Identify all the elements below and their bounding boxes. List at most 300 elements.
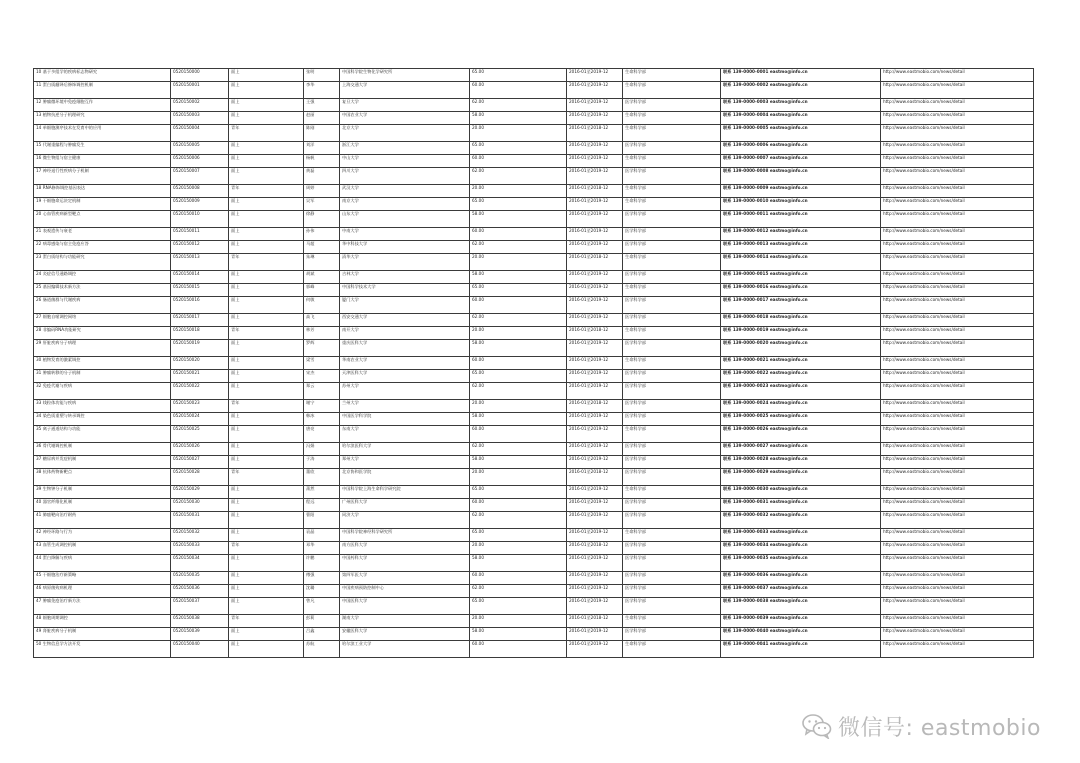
- cell-period: 2016-01至2019-12: [567, 82, 623, 99]
- cell-type: 面上: [229, 443, 304, 456]
- cell-org: 中国农业大学: [340, 112, 470, 125]
- cell-org: 清华大学: [340, 254, 470, 271]
- cell-url[interactable]: http://www.eastmobio.com/news/detail: [881, 615, 1034, 628]
- cell-url[interactable]: http://www.eastmobio.com/news/detail: [881, 641, 1034, 658]
- cell-type: 面上: [229, 598, 304, 615]
- cell-type: 面上: [229, 241, 304, 254]
- cell-url[interactable]: http://www.eastmobio.com/news/detail: [881, 254, 1034, 271]
- cell-dept: 生命科学部: [623, 426, 721, 443]
- cell-code: 0520150025: [171, 426, 229, 443]
- table-row: [34, 456, 1034, 469]
- cell-type: 青年: [229, 469, 304, 486]
- cell-url[interactable]: http://www.eastmobio.com/news/detail: [881, 297, 1034, 314]
- cell-code: 0520150005: [171, 142, 229, 155]
- cell-code: 0520150000: [171, 69, 229, 82]
- wechat-icon: [802, 713, 832, 739]
- cell-url[interactable]: http://www.eastmobio.com/news/detail: [881, 82, 1034, 99]
- table-row: [34, 297, 1034, 314]
- cell-contact: 联系 139-0000-0026 eastmo@info.cn: [721, 426, 881, 443]
- cell-title-text: 非编码RNA功能研究: [42, 327, 81, 332]
- cell-code: 0520150030: [171, 499, 229, 512]
- cell-url[interactable]: http://www.eastmobio.com/news/detail: [881, 512, 1034, 529]
- cell-url[interactable]: http://www.eastmobio.com/news/detail: [881, 125, 1034, 142]
- cell-org: 华中科技大学: [340, 241, 470, 254]
- cell-name: 韩冰: [304, 413, 340, 426]
- cell-dept: 医学科学部: [623, 469, 721, 486]
- cell-code: 0520150020: [171, 357, 229, 370]
- cell-code: 0520150011: [171, 228, 229, 241]
- cell-period: 2016-01至2018-12: [567, 185, 623, 198]
- cell-title: [34, 512, 171, 529]
- cell-row-number: 13: [36, 112, 42, 117]
- cell-contact: 联系 139-0000-0029 eastmo@info.cn: [721, 469, 881, 486]
- cell-code: 0520150034: [171, 555, 229, 572]
- cell-row-number: 27: [36, 314, 42, 319]
- cell-name: 于涛: [304, 456, 340, 469]
- cell-url[interactable]: http://www.eastmobio.com/news/detail: [881, 284, 1034, 297]
- cell-url[interactable]: http://www.eastmobio.com/news/detail: [881, 383, 1034, 400]
- cell-url[interactable]: http://www.eastmobio.com/news/detail: [881, 271, 1034, 284]
- cell-dept: 医学科学部: [623, 340, 721, 357]
- cell-code: 0520150031: [171, 512, 229, 529]
- cell-type: 面上: [229, 370, 304, 383]
- cell-title: [34, 370, 171, 383]
- cell-amount: 60.00: [470, 155, 567, 168]
- cell-dept: 生命科学部: [623, 254, 721, 271]
- cell-name: 曾凡: [304, 598, 340, 615]
- cell-type: 面上: [229, 413, 304, 426]
- cell-type: 面上: [229, 572, 304, 585]
- cell-period: 2016-01至2019-12: [567, 598, 623, 615]
- cell-row-number: 16: [36, 155, 42, 160]
- cell-amount: 20.00: [470, 125, 567, 142]
- cell-contact: 联系 139-0000-0027 eastmo@info.cn: [721, 443, 881, 456]
- cell-title-text: 蛋白质翻译后修饰调控机制: [42, 82, 93, 87]
- cell-row-number: 19: [36, 198, 42, 203]
- cell-org: 中南大学: [340, 228, 470, 241]
- cell-org: 重庆医科大学: [340, 340, 470, 357]
- cell-type: 面上: [229, 142, 304, 155]
- cell-title: [34, 486, 171, 499]
- cell-type: 面上: [229, 314, 304, 327]
- cell-dept: 医学科学部: [623, 142, 721, 155]
- cell-contact: 联系 139-0000-0010 eastmo@info.cn: [721, 198, 881, 211]
- cell-name: 胡斌: [304, 271, 340, 284]
- cell-url[interactable]: http://www.eastmobio.com/news/detail: [881, 400, 1034, 413]
- cell-contact: 联系 139-0000-0024 eastmo@info.cn: [721, 400, 881, 413]
- cell-title: [34, 572, 171, 585]
- table-row: [34, 572, 1034, 585]
- cell-name: 唐亮: [304, 426, 340, 443]
- cell-title: [34, 413, 171, 426]
- cell-dept: 医学科学部: [623, 271, 721, 284]
- cell-org: 兰州大学: [340, 400, 470, 413]
- cell-amount: 62.00: [470, 512, 567, 529]
- cell-dept: 生命科学部: [623, 198, 721, 211]
- cell-name: 孙伟: [304, 228, 340, 241]
- cell-org: 中国疾病预防控制中心: [340, 585, 470, 598]
- cell-name: 曹阳: [304, 512, 340, 529]
- cell-title-text: 细胞周期调控: [42, 615, 68, 620]
- cell-url[interactable]: http://www.eastmobio.com/news/detail: [881, 469, 1034, 486]
- cell-amount: 62.00: [470, 443, 567, 456]
- cell-period: 2016-01至2019-12: [567, 641, 623, 658]
- cell-type: 青年: [229, 615, 304, 628]
- cell-amount: 20.00: [470, 254, 567, 271]
- cell-period: 2016-01至2019-12: [567, 357, 623, 370]
- cell-period: 2016-01至2019-12: [567, 241, 623, 254]
- cell-amount: 58.00: [470, 271, 567, 284]
- cell-period: 2016-01至2018-12: [567, 254, 623, 271]
- cell-period: 2016-01至2018-12: [567, 469, 623, 486]
- table-row: [34, 82, 1034, 99]
- cell-url[interactable]: http://www.eastmobio.com/news/detail: [881, 168, 1034, 185]
- cell-name: 宋杰: [304, 370, 340, 383]
- cell-amount: 62.00: [470, 99, 567, 112]
- cell-contact: 联系 139-0000-0006 eastmo@info.cn: [721, 142, 881, 155]
- cell-period: 2016-01至2019-12: [567, 572, 623, 585]
- cell-type: 面上: [229, 155, 304, 168]
- table-row: [34, 370, 1034, 383]
- cell-org: 四川大学: [340, 168, 470, 185]
- cell-amount: 20.00: [470, 615, 567, 628]
- cell-title: [34, 357, 171, 370]
- table-row: [34, 426, 1034, 443]
- cell-url[interactable]: http://www.eastmobio.com/news/detail: [881, 443, 1034, 456]
- cell-type: 面上: [229, 456, 304, 469]
- cell-title: [34, 327, 171, 340]
- cell-url[interactable]: http://www.eastmobio.com/news/detail: [881, 555, 1034, 572]
- cell-period: 2016-01至2018-12: [567, 615, 623, 628]
- cell-name: 罗辉: [304, 340, 340, 357]
- cell-name: 吴军: [304, 198, 340, 211]
- cell-title: [34, 542, 171, 555]
- cell-period: 2016-01至2019-12: [567, 555, 623, 572]
- cell-org: 武汉大学: [340, 185, 470, 198]
- cell-code: 0520150010: [171, 211, 229, 228]
- cell-period: 2016-01至2019-12: [567, 499, 623, 512]
- cell-row-number: 49: [36, 628, 42, 633]
- cell-dept: 生命科学部: [623, 357, 721, 370]
- cell-contact: 联系 139-0000-0038 eastmo@info.cn: [721, 598, 881, 615]
- cell-url[interactable]: http://www.eastmobio.com/news/detail: [881, 99, 1034, 112]
- cell-org: 浙江大学: [340, 142, 470, 155]
- cell-type: 面上: [229, 228, 304, 241]
- cell-title-text: 心血管疾病新型靶点: [42, 211, 81, 216]
- cell-amount: 62.00: [470, 241, 567, 254]
- cell-code: 0520150027: [171, 456, 229, 469]
- cell-contact: 联系 139-0000-0011 eastmo@info.cn: [721, 211, 881, 228]
- cell-url[interactable]: http://www.eastmobio.com/news/detail: [881, 327, 1034, 340]
- cell-contact: 联系 139-0000-0002 eastmo@info.cn: [721, 82, 881, 99]
- cell-title-text: 骨代谢调控机制: [42, 443, 73, 448]
- table-row: [34, 228, 1034, 241]
- table-row: [34, 168, 1034, 185]
- cell-contact: 联系 139-0000-0004 eastmo@info.cn: [721, 112, 881, 125]
- cell-amount: 58.00: [470, 413, 567, 426]
- cell-dept: 医学科学部: [623, 512, 721, 529]
- cell-row-number: 36: [36, 443, 42, 448]
- cell-code: 0520150016: [171, 297, 229, 314]
- cell-period: 2016-01至2019-12: [567, 383, 623, 400]
- cell-contact: 联系 139-0000-0013 eastmo@info.cn: [721, 241, 881, 254]
- cell-dept: 生命科学部: [623, 125, 721, 142]
- cell-url[interactable]: http://www.eastmobio.com/news/detail: [881, 456, 1034, 469]
- cell-dept: 生命科学部: [623, 641, 721, 658]
- cell-title-text: 肿瘤免疫治疗新方法: [42, 598, 81, 603]
- cell-type: 面上: [229, 486, 304, 499]
- cell-amount: 58.00: [470, 211, 567, 228]
- cell-org: 吉林大学: [340, 271, 470, 284]
- cell-type: 面上: [229, 198, 304, 211]
- cell-row-number: 28: [36, 327, 42, 332]
- cell-type: 面上: [229, 628, 304, 641]
- cell-title-text: 蛋白质结构与功能研究: [42, 254, 85, 259]
- cell-code: 0520150014: [171, 271, 229, 284]
- cell-type: 面上: [229, 69, 304, 82]
- cell-org: 华南农业大学: [340, 357, 470, 370]
- cell-url[interactable]: http://www.eastmobio.com/news/detail: [881, 211, 1034, 228]
- cell-type: 面上: [229, 357, 304, 370]
- cell-dept: 生命科学部: [623, 82, 721, 99]
- cell-period: 2016-01至2019-12: [567, 413, 623, 426]
- cell-contact: 联系 139-0000-0014 eastmo@info.cn: [721, 254, 881, 271]
- cell-period: 2016-01至2019-12: [567, 426, 623, 443]
- cell-dept: 医学科学部: [623, 211, 721, 228]
- cell-dept: 生命科学部: [623, 327, 721, 340]
- table-row: [34, 598, 1034, 615]
- cell-url[interactable]: http://www.eastmobio.com/news/detail: [881, 112, 1034, 125]
- cell-amount: 20.00: [470, 185, 567, 198]
- cell-code: 0520150022: [171, 383, 229, 400]
- cell-title-text: 离子通道结构与功能: [42, 426, 81, 431]
- cell-dept: 生命科学部: [623, 529, 721, 542]
- cell-row-number: 12: [36, 99, 42, 104]
- cell-contact: 联系 139-0000-0007 eastmo@info.cn: [721, 155, 881, 168]
- cell-url[interactable]: http://www.eastmobio.com/news/detail: [881, 529, 1034, 542]
- cell-row-number: 17: [36, 168, 42, 173]
- cell-dept: 医学科学部: [623, 228, 721, 241]
- cell-url[interactable]: http://www.eastmobio.com/news/detail: [881, 185, 1034, 198]
- table-row: [34, 271, 1034, 284]
- cell-org: 中国科学院上海生命科学研究院: [340, 486, 470, 499]
- cell-code: 0520150021: [171, 370, 229, 383]
- cell-row-number: 32: [36, 383, 42, 388]
- cell-url[interactable]: http://www.eastmobio.com/news/detail: [881, 241, 1034, 254]
- cell-contact: 联系 139-0000-0022 eastmo@info.cn: [721, 370, 881, 383]
- cell-url[interactable]: http://www.eastmobio.com/news/detail: [881, 357, 1034, 370]
- cell-title: [34, 155, 171, 168]
- cell-url[interactable]: http://www.eastmobio.com/news/detail: [881, 628, 1034, 641]
- table-row: [34, 486, 1034, 499]
- cell-row-number: 31: [36, 370, 42, 375]
- cell-type: 面上: [229, 211, 304, 228]
- cell-org: 中国医科大学: [340, 598, 470, 615]
- cell-title: [34, 598, 171, 615]
- cell-amount: 58.00: [470, 340, 567, 357]
- cell-type: 青年: [229, 254, 304, 271]
- cell-title: [34, 443, 171, 456]
- table-row: [34, 529, 1034, 542]
- cell-url[interactable]: http://www.eastmobio.com/news/detail: [881, 585, 1034, 598]
- cell-period: 2016-01至2019-12: [567, 168, 623, 185]
- cell-row-number: 22: [36, 241, 42, 246]
- cell-name: 周婷: [304, 185, 340, 198]
- cell-amount: 62.00: [470, 168, 567, 185]
- table-row: [34, 499, 1034, 512]
- cell-url[interactable]: http://www.eastmobio.com/news/detail: [881, 486, 1034, 499]
- cell-code: 0520150032: [171, 529, 229, 542]
- grant-table: [33, 68, 1034, 658]
- cell-amount: 58.00: [470, 456, 567, 469]
- cell-period: 2016-01至2018-12: [567, 400, 623, 413]
- cell-contact: 联系 139-0000-0009 eastmo@info.cn: [721, 185, 881, 198]
- cell-code: 0520150003: [171, 112, 229, 125]
- table-row: [34, 327, 1034, 340]
- cell-url[interactable]: http://www.eastmobio.com/news/detail: [881, 228, 1034, 241]
- cell-dept: 生命科学部: [623, 185, 721, 198]
- cell-period: 2016-01至2019-12: [567, 443, 623, 456]
- watermark: [802, 706, 1041, 746]
- cell-title-text: 肿瘤微环境中免疫细胞互作: [42, 99, 93, 104]
- cell-row-number: 33: [36, 400, 42, 405]
- cell-code: 0520150015: [171, 284, 229, 297]
- table-row: [34, 641, 1034, 658]
- cell-title-text: 线粒体功能与疾病: [42, 400, 77, 405]
- cell-title: [34, 426, 171, 443]
- cell-type: 青年: [229, 185, 304, 198]
- cell-url[interactable]: http://www.eastmobio.com/news/detail: [881, 198, 1034, 211]
- cell-row-number: 38: [36, 469, 42, 474]
- cell-org: 南京大学: [340, 198, 470, 211]
- cell-contact: 联系 139-0000-0016 eastmo@info.cn: [721, 284, 881, 297]
- cell-row-number: 25: [36, 284, 42, 289]
- cell-url[interactable]: http://www.eastmobio.com/news/detail: [881, 499, 1034, 512]
- cell-org: 同济大学: [340, 512, 470, 529]
- cell-row-number: 44: [36, 555, 42, 560]
- cell-url[interactable]: http://www.eastmobio.com/news/detail: [881, 572, 1034, 585]
- cell-amount: 60.00: [470, 426, 567, 443]
- cell-code: 0520150039: [171, 628, 229, 641]
- cell-type: 青年: [229, 400, 304, 413]
- cell-org: 中国科学技术大学: [340, 284, 470, 297]
- cell-code: 0520150019: [171, 340, 229, 357]
- cell-contact: 联系 139-0000-0019 eastmo@info.cn: [721, 327, 881, 340]
- cell-dept: 医学科学部: [623, 297, 721, 314]
- cell-code: 0520150004: [171, 125, 229, 142]
- cell-code: 0520150033: [171, 542, 229, 555]
- cell-period: 2016-01至2019-12: [567, 585, 623, 598]
- cell-contact: 联系 139-0000-0025 eastmo@info.cn: [721, 413, 881, 426]
- cell-title-text: 肠道菌群与代谢疾病: [42, 297, 81, 302]
- cell-org: 东南大学: [340, 426, 470, 443]
- cell-amount: 20.00: [470, 327, 567, 340]
- cell-url[interactable]: http://www.eastmobio.com/news/detail: [881, 426, 1034, 443]
- cell-org: 北京大学: [340, 125, 470, 142]
- cell-title: [34, 529, 171, 542]
- cell-name: 陈刚: [304, 125, 340, 142]
- cell-code: 0520150023: [171, 400, 229, 413]
- cell-url[interactable]: http://www.eastmobio.com/news/detail: [881, 340, 1034, 357]
- cell-org: 安徽医科大学: [340, 628, 470, 641]
- cell-url[interactable]: http://www.eastmobio.com/news/detail: [881, 542, 1034, 555]
- cell-contact: 联系 139-0000-0005 eastmo@info.cn: [721, 125, 881, 142]
- cell-title: [34, 99, 171, 112]
- table-row: [34, 112, 1034, 125]
- cell-title-text: 神经环路与行为: [42, 529, 73, 534]
- cell-period: 2016-01至2018-12: [567, 542, 623, 555]
- cell-title: [34, 241, 171, 254]
- cell-url[interactable]: http://www.eastmobio.com/news/detail: [881, 155, 1034, 168]
- table-row: [34, 340, 1034, 357]
- table-row: [34, 254, 1034, 271]
- cell-code: 0520150002: [171, 99, 229, 112]
- cell-row-number: 46: [36, 585, 42, 590]
- cell-name: 黄磊: [304, 168, 340, 185]
- cell-name: 林芳: [304, 327, 340, 340]
- cell-type: 面上: [229, 82, 304, 99]
- cell-type: 面上: [229, 512, 304, 529]
- cell-amount: 20.00: [470, 469, 567, 486]
- cell-type: 面上: [229, 271, 304, 284]
- cell-row-number: 39: [36, 486, 42, 491]
- cell-title-text: 肝脏疾病分子病理: [42, 340, 77, 345]
- cell-type: 面上: [229, 284, 304, 297]
- cell-title-text: 糖尿病并发症机制: [42, 456, 77, 461]
- cell-type: 面上: [229, 585, 304, 598]
- cell-url[interactable]: http://www.eastmobio.com/news/detail: [881, 370, 1034, 383]
- cell-amount: 60.00: [470, 641, 567, 658]
- cell-contact: 联系 139-0000-0032 eastmo@info.cn: [721, 512, 881, 529]
- cell-contact: 联系 139-0000-0020 eastmo@info.cn: [721, 340, 881, 357]
- cell-title-text: 细胞自噬调控网络: [42, 314, 77, 319]
- cell-code: 0520150012: [171, 241, 229, 254]
- cell-name: 何敏: [304, 297, 340, 314]
- cell-period: 2016-01至2019-12: [567, 198, 623, 211]
- cell-title-text: 代谢重编程与肿瘤发生: [42, 142, 85, 147]
- cell-dept: 医学科学部: [623, 628, 721, 641]
- cell-code: 0520150029: [171, 486, 229, 499]
- cell-url[interactable]: http://www.eastmobio.com/news/detail: [881, 413, 1034, 426]
- cell-amount: 65.00: [470, 69, 567, 82]
- cell-type: 面上: [229, 426, 304, 443]
- cell-dept: 医学科学部: [623, 542, 721, 555]
- cell-title: [34, 211, 171, 228]
- grant-table-body: [34, 69, 1034, 658]
- cell-title: [34, 69, 171, 82]
- cell-contact: 联系 139-0000-0008 eastmo@info.cn: [721, 168, 881, 185]
- cell-url[interactable]: http://www.eastmobio.com/news/detail: [881, 598, 1034, 615]
- cell-org: 哈尔滨医科大学: [340, 443, 470, 456]
- cell-amount: 65.00: [470, 529, 567, 542]
- cell-row-number: 48: [36, 615, 42, 620]
- cell-name: 徐静: [304, 211, 340, 228]
- cell-amount: 65.00: [470, 198, 567, 211]
- table-row: [34, 142, 1034, 155]
- cell-url[interactable]: http://www.eastmobio.com/news/detail: [881, 69, 1034, 82]
- cell-url[interactable]: http://www.eastmobio.com/news/detail: [881, 142, 1034, 155]
- cell-type: 面上: [229, 499, 304, 512]
- cell-type: 青年: [229, 125, 304, 142]
- cell-name: 杨帆: [304, 155, 340, 168]
- cell-title: [34, 185, 171, 198]
- cell-period: 2016-01至2019-12: [567, 211, 623, 228]
- cell-url[interactable]: http://www.eastmobio.com/news/detail: [881, 314, 1034, 327]
- table-row: [34, 125, 1034, 142]
- cell-name: 许鹏: [304, 555, 340, 572]
- cell-dept: 医学科学部: [623, 314, 721, 327]
- cell-code: 0520150006: [171, 155, 229, 168]
